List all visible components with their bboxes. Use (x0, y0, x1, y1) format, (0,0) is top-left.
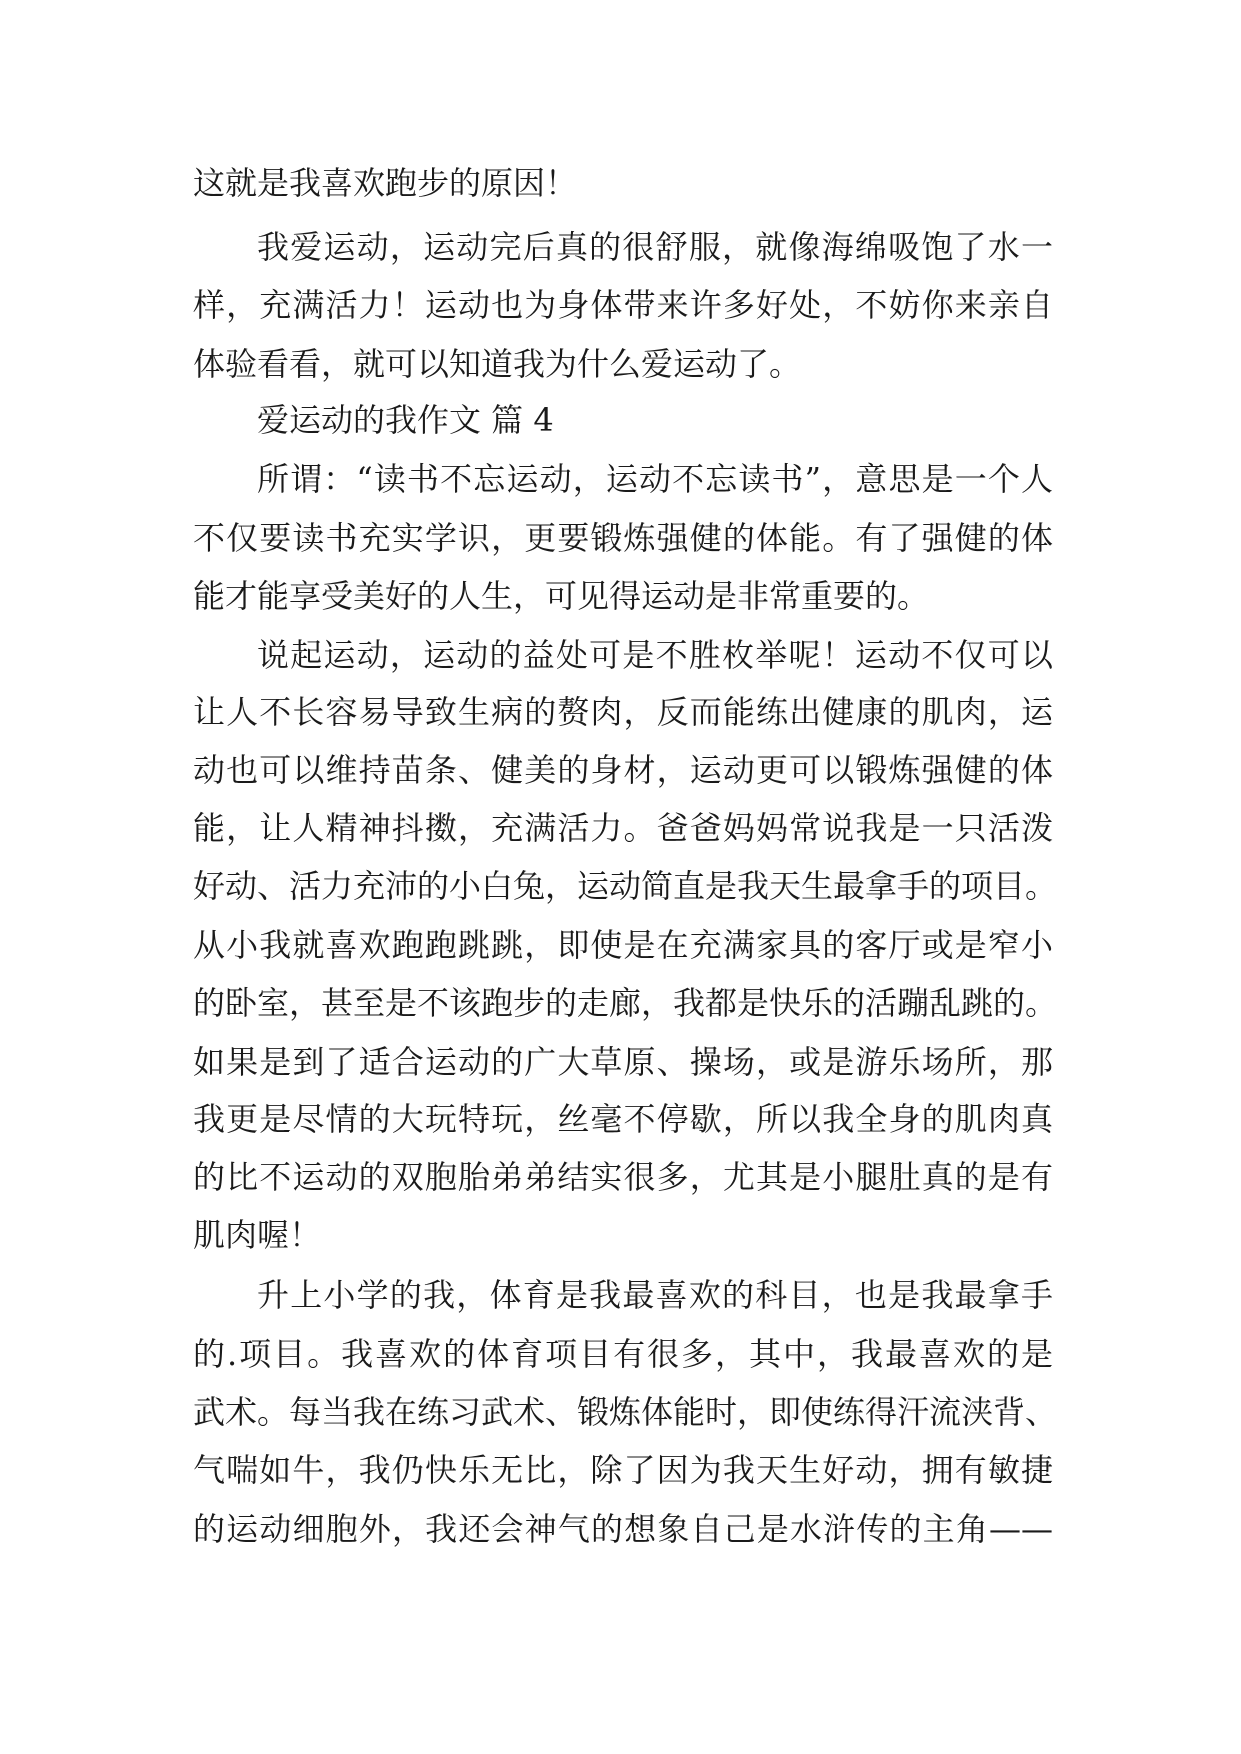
text-line-21: 的.项目。我喜欢的体育项目有很多，其中，我最喜欢的是 (193, 1335, 1053, 1373)
text-line-8: 能才能享受美好的人生，可见得运动是非常重要的。 (193, 577, 930, 615)
text-line-4: 体验看看，就可以知道我为什么爱运动了。 (193, 345, 802, 383)
text-line-24: 的运动细胞外，我还会神气的想象自己是水浒传的主角—— (193, 1510, 1053, 1548)
text-line-22: 武术。每当我在练习武术、锻炼体能时，即使练得汗流浃背、 (193, 1393, 1058, 1431)
text-line-19: 肌肉喔！ (193, 1216, 322, 1254)
text-line-17: 我更是尽情的大玩特玩，丝毫不停歇，所以我全身的肌肉真 (193, 1100, 1053, 1138)
text-line-15: 的卧室，甚至是不该跑步的走廊，我都是快乐的活蹦乱跳的。 (193, 984, 1058, 1022)
text-line-18: 的比不运动的双胞胎弟弟结实很多，尤其是小腿肚真的是有 (193, 1158, 1053, 1196)
text-line-1: 这就是我喜欢跑步的原因！ (193, 164, 578, 202)
text-line-11: 动也可以维持苗条、健美的身材，运动更可以锻炼强健的体 (193, 751, 1053, 789)
text-line-20: 升上小学的我，体育是我最喜欢的科目，也是我最拿手 (257, 1276, 1053, 1314)
text-line-7: 不仅要读书充实学识，更要锻炼强健的体能。有了强健的体 (193, 519, 1053, 557)
text-line-23: 气喘如牛，我仍快乐无比，除了因为我天生好动，拥有敏捷 (193, 1451, 1053, 1489)
text-line-2: 我爱运动，运动完后真的很舒服，就像海绵吸饱了水一 (257, 228, 1053, 266)
text-line-9: 说起运动，运动的益处可是不胜枚举呢！运动不仅可以 (257, 636, 1053, 674)
text-line-14: 从小我就喜欢跑跑跳跳，即使是在充满家具的客厅或是窄小 (193, 926, 1053, 964)
text-line-16: 如果是到了适合运动的广大草原、操场，或是游乐场所，那 (193, 1043, 1053, 1081)
text-line-6: 所谓：“读书不忘运动，运动不忘读书”，意思是一个人 (257, 460, 1053, 498)
section-heading: 爱运动的我作文 篇 4 (257, 401, 554, 439)
text-line-12: 能，让人精神抖擞，充满活力。爸爸妈妈常说我是一只活泼 (193, 809, 1053, 847)
text-line-13: 好动、活力充沛的小白兔，运动简直是我天生最拿手的项目。 (193, 867, 1058, 905)
text-line-10: 让人不长容易导致生病的赘肉，反而能练出健康的肌肉，运 (193, 693, 1053, 731)
text-line-3: 样，充满活力！运动也为身体带来许多好处，不妨你来亲自 (193, 286, 1053, 324)
